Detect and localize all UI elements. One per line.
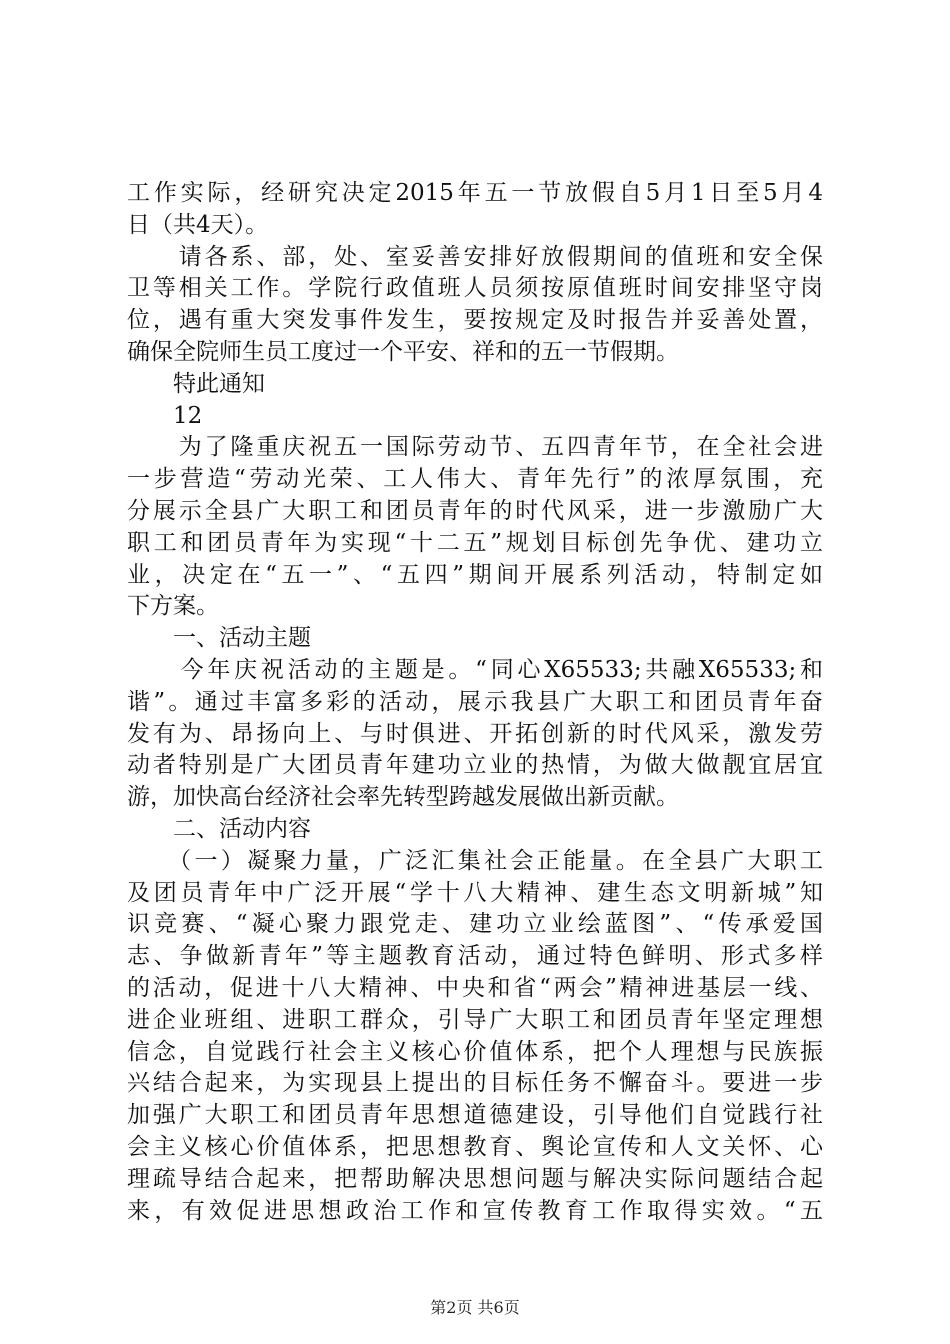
text-line: 业，决定在“五一”、“五四”期间开展系列活动，特制定如 <box>127 561 823 588</box>
text-line: 动者特别是广大团员青年建功立业的热情，为做大做靓宜居宜 <box>127 752 823 779</box>
text-line: 会主义核心价值体系，把思想教育、舆论宣传和人文关怀、心 <box>127 1133 823 1160</box>
text-line: 一、活动主题 <box>127 625 311 652</box>
text-line: 的活动，促进十八大精神、中央和省“两会”精神进基层一线、 <box>127 974 823 1001</box>
text-line: 理疏导结合起来，把帮助解决思想问题与解决实际问题结合起 <box>127 1165 823 1192</box>
text-line: 志、争做新青年”等主题教育活动，通过特色鲜明、形式多样 <box>127 943 823 970</box>
text-line: 为了隆重庆祝五一国际劳动节、五四青年节，在全社会进 <box>127 434 823 461</box>
text-line: 来，有效促进思想政治工作和宣传教育工作取得实效。“五 <box>127 1197 823 1224</box>
page-footer: 第2页 共6页 <box>430 1298 520 1317</box>
text-line: 职工和团员青年为实现“十二五”规划目标创先争优、建功立 <box>127 529 823 556</box>
text-line: 请各系、部，处、室妥善安排好放假期间的值班和安全保 <box>127 243 823 270</box>
text-line: 下方案。 <box>127 593 219 620</box>
text-line: 信念，自觉践行社会主义核心价值体系，把个人理想与民族振 <box>127 1038 823 1065</box>
document-body <box>127 178 823 1227</box>
text-line: 及团员青年中广泛开展“学十八大精神、建生态文明新城”知 <box>127 879 823 906</box>
text-line: 卫等相关工作。学院行政值班人员须按原值班时间安排坚守岗 <box>127 275 823 302</box>
text-line: 一步营造“劳动光荣、工人伟大、青年先行”的浓厚氛围，充 <box>127 466 823 493</box>
text-line: 兴结合起来，为实现县上提出的目标任务不懈奋斗。要进一步 <box>127 1070 823 1097</box>
text-line: 日（共4天）。 <box>127 211 269 238</box>
text-line: 确保全院师生员工度过一个平安、祥和的五一节假期。 <box>127 338 679 365</box>
text-line: 12 <box>127 402 203 429</box>
text-line: 识竞赛、“凝心聚力跟党走、建功立业绘蓝图”、“传承爱国 <box>127 911 823 938</box>
text-line: 今年庆祝活动的主题是。“同心X65533;共融X65533;和 <box>127 656 823 683</box>
text-line: 进企业班组、进职工群众，引导广大职工和团员青年坚定理想 <box>127 1006 823 1033</box>
text-line: 特此通知 <box>127 370 265 397</box>
text-line: （一）凝聚力量，广泛汇集社会正能量。在全县广大职工 <box>127 847 823 874</box>
text-line: 工作实际，经研究决定2015年五一节放假自5月1日至5月4 <box>127 180 823 206</box>
text-line: 发有为、昂扬向上、与时俱进、开拓创新的时代风采，激发劳 <box>127 720 823 747</box>
text-line: 二、活动内容 <box>127 815 311 842</box>
text-line: 加强广大职工和团员青年思想道德建设，引导他们自觉践行社 <box>127 1102 823 1129</box>
text-line: 位，遇有重大突发事件发生，要按规定及时报告并妥善处置， <box>127 307 823 334</box>
text-line: 游，加快高台经济社会率先转型跨越发展做出新贡献。 <box>127 784 679 811</box>
text-line: 谐”。通过丰富多彩的活动，展示我县广大职工和团员青年奋 <box>127 688 823 715</box>
text-line: 分展示全县广大职工和团员青年的时代风采，进一步激励广大 <box>127 497 823 524</box>
